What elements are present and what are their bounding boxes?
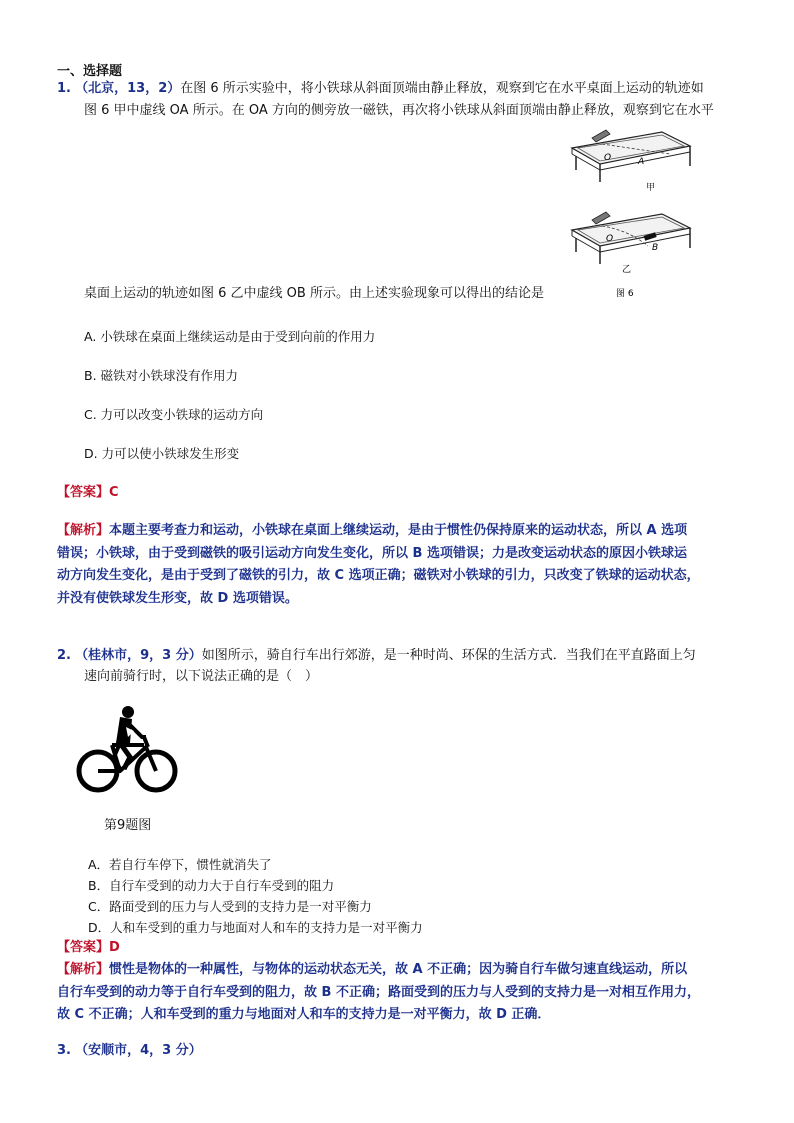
q2-option-b: B．自行车受到的动力大于自行车受到的阻力	[88, 878, 335, 893]
question-1-text-1: 在图 6 所示实验中，将小铁球从斜面顶端由静止释放，观察到它在水平桌面上运动的轨迹如	[180, 81, 704, 96]
question-2-line-2: 速向前骑行时，以下说法正确的是（ ）	[84, 669, 319, 684]
label-yi: 乙	[622, 265, 632, 275]
q2-analysis	[57, 959, 757, 1027]
q1-analysis-line-3: 动方向发生变化，是由于受到了磁铁的引力，故 C 选项正确；磁铁对小铁球的引力，只改变了铁球的运动状态，	[57, 568, 700, 583]
q1-answer-tag: 【答案】	[57, 485, 110, 500]
label-o-yi: O	[606, 234, 614, 244]
q1-analysis	[57, 520, 747, 610]
table-jia	[572, 130, 690, 182]
figure-6-caption: 图 6	[616, 289, 634, 299]
label-b: B	[652, 243, 659, 253]
table-yi	[572, 212, 690, 264]
label-o-jia: O	[604, 153, 612, 163]
q1-option-c: C. 力可以改变小铁球的运动方向	[84, 407, 264, 422]
figure-9-caption: 第9题图	[104, 818, 152, 833]
q2-option-d: D．人和车受到的重力与地面对人和车的支持力是一对平衡力	[88, 920, 423, 935]
q2-analysis-line-3: 故 C 不正确；人和车受到的重力与地面对人和车的支持力是一对平衡力，故 D 正确．	[57, 1007, 551, 1022]
q1-analysis-line-1: 【解析】本题主要考查力和运动，小铁球在桌面上继续运动，是由于惯性仍保持原来的运动状态，所以 A 选项	[57, 523, 688, 538]
label-jia: 甲	[646, 183, 656, 193]
question-3-source: （安顺市，4，3 分）	[75, 1043, 202, 1058]
q2-analysis-tag: 【解析】	[57, 962, 110, 977]
figure-6-experiment	[566, 124, 694, 300]
question-2-text-1: 如图所示，骑自行车出行郊游，是一种时尚、环保的生活方式．当我们在平直路面上匀	[201, 648, 696, 663]
q2-option-a: A．若自行车停下，惯性就消失了	[88, 857, 272, 872]
q1-option-b: B. 磁铁对小铁球没有作用力	[84, 368, 239, 383]
question-3-line-1	[57, 1040, 202, 1062]
question-1-line-1	[57, 78, 704, 100]
question-1-source: （北京，13，2）	[75, 81, 181, 96]
q2-answer-tag: 【答案】	[57, 940, 110, 955]
q1-option-d: D. 力可以使小铁球发生形变	[84, 446, 240, 461]
q2-answer	[57, 937, 120, 959]
question-1-number: 1.	[57, 81, 71, 96]
question-2-line-1	[57, 645, 696, 667]
q1-answer-value: C	[109, 485, 119, 500]
q2-option-c: C．路面受到的压力与人受到的支持力是一对平衡力	[88, 899, 372, 914]
question-3-number: 3.	[57, 1043, 71, 1058]
q1-analysis-tag: 【解析】	[57, 523, 110, 538]
q2-analysis-line-2: 自行车受到的动力等于自行车受到的阻力，故 B 不正确；路面受到的压力与人受到的支持力是一对相互作用力，	[57, 984, 700, 1000]
question-2-number: 2.	[57, 648, 71, 663]
q2-analysis-line-1: 【解析】惯性是物体的一种属性，与物体的运动状态无关，故 A 不正确；因为骑自行车做匀速直线运动，所以	[57, 962, 688, 977]
label-a: A	[638, 157, 645, 167]
q1-answer	[57, 482, 119, 504]
bicycle-rider-figure	[76, 703, 180, 795]
q1-analysis-line-4: 并没有使铁球发生形变，故 D 选项错误。	[57, 590, 298, 606]
question-1-line-3: 桌面上运动的轨迹如图 6 乙中虚线 OB 所示。由上述实验现象可以得出的结论是	[84, 286, 544, 301]
q1-option-a: A. 小铁球在桌面上继续运动是由于受到向前的作用力	[84, 329, 376, 344]
section-title: 一、选择题	[57, 64, 123, 79]
question-1-line-2: 图 6 甲中虚线 OA 所示。在 OA 方向的侧旁放一磁铁，再次将小铁球从斜面顶端由静止释放，观察到它在水平	[84, 103, 714, 118]
q2-answer-value: D	[109, 940, 120, 955]
q1-analysis-line-2: 错误；小铁球，由于受到磁铁的吸引运动方向发生变化，所以 B 选项错误；力是改变运动状态的原因小铁球运	[57, 545, 687, 561]
question-2-source: （桂林市，9，3 分）	[75, 648, 202, 663]
